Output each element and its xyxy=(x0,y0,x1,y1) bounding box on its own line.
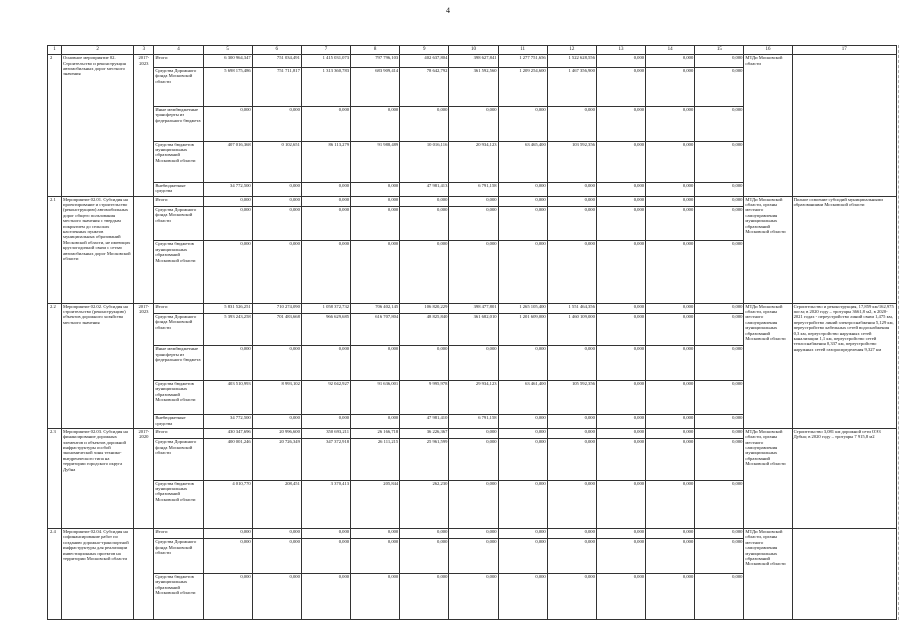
amount-cell: 0,000 xyxy=(596,380,645,415)
measure-name: Мероприятие 02.03. Субсидия на финансирование дорожных элементов и объектов дорожной инфраструктуры особой экономической зоны технико-внедренческого типа на территории городского округа Дубна xyxy=(62,428,134,528)
amount-cell: 20 996,600 xyxy=(252,428,301,438)
amount-cell: 6 791,158 xyxy=(449,182,498,196)
amount-cell: 0,000 xyxy=(203,539,252,574)
amount-cell: 0,000 xyxy=(301,415,350,429)
amount-cell: 0,000 xyxy=(498,241,547,303)
amount-cell: 797 796,103 xyxy=(351,55,400,68)
amount-cell: 205,844 xyxy=(351,480,400,528)
amount-cell: 0,000 xyxy=(695,528,744,538)
funding-source: Итого: xyxy=(154,55,203,68)
amount-cell: 0,000 xyxy=(695,313,744,345)
amount-cell: 0,000 xyxy=(400,528,449,538)
funding-source: Итого: xyxy=(154,528,203,538)
table-row xyxy=(48,55,897,68)
section-index: 2 xyxy=(48,55,62,196)
amount-cell: 20 726,349 xyxy=(252,439,301,480)
amount-cell: 0,000 xyxy=(547,182,596,196)
amount-cell: 0,000 xyxy=(646,528,695,538)
amount-cell: 0,000 xyxy=(596,439,645,480)
amount-cell: 63 465,400 xyxy=(498,141,547,182)
column-number-header: 3 xyxy=(134,46,154,55)
amount-cell: 9 995,978 xyxy=(400,380,449,415)
amount-cell: 0,000 xyxy=(301,106,350,141)
column-number-header: 7 xyxy=(301,46,350,55)
responsible-executor: МТДи Московской области xyxy=(744,55,792,196)
amount-cell: 0,000 xyxy=(351,206,400,241)
amount-cell: 966 629,685 xyxy=(301,313,350,345)
amount-cell: 0,000 xyxy=(252,346,301,381)
amount-cell: 0,000 xyxy=(596,241,645,303)
funding-source: Итого: xyxy=(154,428,203,438)
funding-source: Средства Дорожного фонда Московской области xyxy=(154,439,203,480)
amount-cell: 0,000 xyxy=(498,539,547,574)
amount-cell: 0,000 xyxy=(547,528,596,538)
amount-cell: 0,000 xyxy=(351,182,400,196)
amount-cell: 6 791,158 xyxy=(449,415,498,429)
amount-cell: 402 637,804 xyxy=(400,55,449,68)
period xyxy=(134,528,154,619)
amount-cell: 0,000 xyxy=(646,415,695,429)
amount-cell: 0,000 xyxy=(695,439,744,480)
amount-cell: 0,000 xyxy=(547,346,596,381)
amount-cell: 0,000 xyxy=(596,573,645,619)
amount-cell: 0,000 xyxy=(449,206,498,241)
amount-cell: 400 001,246 xyxy=(203,439,252,480)
amount-cell: 0,000 xyxy=(400,241,449,303)
amount-cell: 0,000 xyxy=(646,206,695,241)
amount-cell: 0,000 xyxy=(596,141,645,182)
funding-source: Средства Дорожного фонда Московской области xyxy=(154,67,203,106)
amount-cell: 0,000 xyxy=(351,539,400,574)
amount-cell: 0,000 xyxy=(695,67,744,106)
measure-name: Мероприятие 02.04. Субсидия на софинансирование работ по созданию дорожно-транспортной инфраструктуры для реализации инвестиционных проектов на территории Московской области xyxy=(62,528,134,619)
amount-cell: 0,000 xyxy=(695,196,744,206)
amount-cell: 0,000 xyxy=(203,346,252,381)
funding-source: Итого: xyxy=(154,303,203,313)
table-row xyxy=(48,303,897,313)
amount-cell: 0,000 xyxy=(547,539,596,574)
amount-cell: 0,000 xyxy=(301,346,350,381)
amount-cell: 1 265 105,400 xyxy=(498,303,547,313)
amount-cell: 430 347,696 xyxy=(203,428,252,438)
amount-cell: 20 934,123 xyxy=(449,141,498,182)
column-number-header: 11 xyxy=(498,46,547,55)
measure-name: Основное мероприятие 02. Строительство и реконструкция автомобильных дорог местного значения xyxy=(62,55,134,196)
amount-cell: 0,000 xyxy=(596,415,645,429)
amount-cell: 92 042,927 xyxy=(301,380,350,415)
amount-cell: 0,000 xyxy=(646,573,695,619)
expected-result: Строительство 3,081 км дорожной сети ОЭЗ Дубна; в 2020 году – тротуары 7 915,8 м2 xyxy=(792,428,896,528)
column-number-header: 12 xyxy=(547,46,596,55)
column-number-header: 2 xyxy=(62,46,134,55)
amount-cell: 262,230 xyxy=(400,480,449,528)
amount-cell: 0,000 xyxy=(449,196,498,206)
amount-cell: 0,000 xyxy=(547,428,596,438)
amount-cell: 0,000 xyxy=(596,206,645,241)
column-number-header: 8 xyxy=(351,46,400,55)
responsible-executor: МТДи Московской области, органы местного самоуправления муниципальных образований Московской области xyxy=(744,196,792,303)
amount-cell: 0,000 xyxy=(646,67,695,106)
amount-cell: 0,000 xyxy=(498,196,547,206)
amount-cell: 0,000 xyxy=(646,106,695,141)
responsible-executor: МТДи Московской области, органы местного самоуправления муниципальных образований Московской области xyxy=(744,528,792,619)
funding-source: Иные межбюджетные трансферты из федерального бюджета xyxy=(154,346,203,381)
amount-cell: 0,000 xyxy=(596,528,645,538)
column-number-header: 9 xyxy=(400,46,449,55)
funding-source: Внебюджетные средства xyxy=(154,415,203,429)
amount-cell: 0,000 xyxy=(695,539,744,574)
amount-cell: 0,000 xyxy=(596,480,645,528)
amount-cell: 710 274,090 xyxy=(252,303,301,313)
amount-cell: 0,000 xyxy=(449,428,498,438)
amount-cell: 0,000 xyxy=(646,480,695,528)
amount-cell: 36 226,367 xyxy=(400,428,449,438)
amount-cell: 0,000 xyxy=(498,182,547,196)
amount-cell: 208,451 xyxy=(252,480,301,528)
amount-cell: 0,000 xyxy=(252,573,301,619)
amount-cell: 403 510,993 xyxy=(203,380,252,415)
amount-cell: 0,000 xyxy=(400,539,449,574)
amount-cell: 361 682,010 xyxy=(449,313,498,345)
funding-source: Средства бюджетов муниципальных образований Московской области xyxy=(154,573,203,619)
amount-cell: 0,000 xyxy=(351,106,400,141)
column-number-header: 14 xyxy=(646,46,695,55)
amount-cell: 0,000 xyxy=(547,439,596,480)
funding-source: Иные межбюджетные трансферты из федерального бюджета xyxy=(154,106,203,141)
column-number-header: 13 xyxy=(596,46,645,55)
amount-cell: 701 483,668 xyxy=(252,313,301,345)
funding-source: Средства бюджетов муниципальных образований Московской области xyxy=(154,480,203,528)
amount-cell: 29 934,123 xyxy=(449,380,498,415)
amount-cell: 48 825,840 xyxy=(400,313,449,345)
amount-cell: 8 993,102 xyxy=(252,380,301,415)
amount-cell: 0,000 xyxy=(252,528,301,538)
amount-cell: 0,000 xyxy=(203,196,252,206)
amount-cell: 0,000 xyxy=(596,196,645,206)
column-number-header: 1 xyxy=(48,46,62,55)
amount-cell: 1 467 356,900 xyxy=(547,67,596,106)
section-index: 2.1 xyxy=(48,196,62,303)
amount-cell: 91 636,001 xyxy=(351,380,400,415)
amount-cell: 0,000 xyxy=(301,196,350,206)
amount-cell: 0,000 xyxy=(400,346,449,381)
amount-cell: 1 313 360,783 xyxy=(301,67,350,106)
amount-cell: 0,000 xyxy=(498,415,547,429)
amount-cell: 63 461,400 xyxy=(498,380,547,415)
amount-cell: 683 909,414 xyxy=(351,67,400,106)
period: 2017-2020 xyxy=(134,428,154,528)
amount-cell: 103 592,356 xyxy=(547,141,596,182)
amount-cell: 0,000 xyxy=(252,539,301,574)
amount-cell: 86 113,279 xyxy=(301,141,350,182)
funding-source: Итого: xyxy=(154,196,203,206)
amount-cell: 0,000 xyxy=(547,480,596,528)
amount-cell: 0,000 xyxy=(449,106,498,141)
amount-cell: 34 772,500 xyxy=(203,182,252,196)
amount-cell: 105 592,356 xyxy=(547,380,596,415)
section-index: 2.3 xyxy=(48,428,62,528)
amount-cell: 0,000 xyxy=(596,313,645,345)
amount-cell: 0,000 xyxy=(547,206,596,241)
column-number-header: 16 xyxy=(744,46,792,55)
amount-cell: 0,000 xyxy=(498,428,547,438)
amount-cell: 0,000 xyxy=(498,480,547,528)
amount-cell: 5 831 526,251 xyxy=(203,303,252,313)
amount-cell: 0,000 xyxy=(695,241,744,303)
amount-cell: 1 522 628,556 xyxy=(547,55,596,68)
funding-source: Средства бюджетов муниципальных образований Московской области xyxy=(154,241,203,303)
expected-result: Строительство и реконструкция, 17,859 км/162,975 пог.м; в 2020 году – тротуары 3661,8 м2, в 2020-2021 годах - переустройство линий связи 1,475 км, переустройство линий электроснабжения 5,129 км, переустройство кабельных сетей водоснабжения 0,3 км, переустройство наружных сетей канализации 1,1 км, переустройство сетей теплоснабжения 0,337 км, переустройство наружных сетей газораспределения 9,327 км xyxy=(792,303,896,428)
amount-cell: 0,000 xyxy=(252,241,301,303)
amount-cell: 0,000 xyxy=(449,346,498,381)
amount-cell: 398 627,841 xyxy=(449,55,498,68)
amount-cell: 0,000 xyxy=(498,106,547,141)
expected-result xyxy=(792,55,896,196)
funding-source: Средства Дорожного фонда Московской области xyxy=(154,539,203,574)
amount-cell: 0,000 xyxy=(449,480,498,528)
column-numbers-row xyxy=(48,46,897,55)
column-number-header: 6 xyxy=(252,46,301,55)
amount-cell: 0,000 xyxy=(252,196,301,206)
amount-cell: 6 300 964,347 xyxy=(203,55,252,68)
amount-cell: 0,000 xyxy=(400,573,449,619)
amount-cell: 0,000 xyxy=(646,182,695,196)
funding-source: Средства бюджетов муниципальных образований Московской области xyxy=(154,141,203,182)
amount-cell: 0,000 xyxy=(498,573,547,619)
amount-cell: 0,000 xyxy=(301,573,350,619)
amount-cell: 751 034,491 xyxy=(252,55,301,68)
amount-cell: 0,000 xyxy=(203,106,252,141)
amount-cell: 0,000 xyxy=(498,439,547,480)
amount-cell: 0,000 xyxy=(301,241,350,303)
amount-cell: 616 707,804 xyxy=(351,313,400,345)
amount-cell: 1 201 609,000 xyxy=(498,313,547,345)
amount-cell: 0,000 xyxy=(596,428,645,438)
amount-cell: 0,000 xyxy=(400,206,449,241)
amount-cell: 0,000 xyxy=(400,106,449,141)
amount-cell: 361 592,560 xyxy=(449,67,498,106)
expected-result: Полное освоение субсидий муниципальными образованиями Московской области xyxy=(792,196,896,303)
amount-cell: 0,000 xyxy=(498,206,547,241)
amount-cell: 0,000 xyxy=(301,539,350,574)
amount-cell: 1 277 751,656 xyxy=(498,55,547,68)
amount-cell: 0,000 xyxy=(400,196,449,206)
amount-cell: 0,000 xyxy=(695,303,744,313)
amount-cell: 0,000 xyxy=(301,206,350,241)
amount-cell: 0,000 xyxy=(351,241,400,303)
amount-cell: 1 058 372,732 xyxy=(301,303,350,313)
amount-cell: 0,000 xyxy=(252,415,301,429)
amount-cell: 0,000 xyxy=(203,528,252,538)
amount-cell: 0,000 xyxy=(449,439,498,480)
amount-cell: 0,000 xyxy=(646,313,695,345)
amount-cell: 0,000 xyxy=(695,182,744,196)
amount-cell: 0,000 xyxy=(498,528,547,538)
amount-cell: 751 711,817 xyxy=(252,67,301,106)
amount-cell: 1 415 031,073 xyxy=(301,55,350,68)
amount-cell: 0,000 xyxy=(646,241,695,303)
amount-cell: 3 370,413 xyxy=(301,480,350,528)
amount-cell: 0,000 xyxy=(646,539,695,574)
amount-cell: 0,000 xyxy=(596,182,645,196)
amount-cell: 5 698 175,486 xyxy=(203,67,252,106)
amount-cell: 47 981,410 xyxy=(400,415,449,429)
amount-cell: 26 166,718 xyxy=(351,428,400,438)
amount-cell: 34 772,500 xyxy=(203,415,252,429)
section-index: 2.4 xyxy=(48,528,62,619)
amount-cell: 0 102,651 xyxy=(252,141,301,182)
funding-source: Внебюджетные средства xyxy=(154,182,203,196)
amount-cell: 407 016,368 xyxy=(203,141,252,182)
amount-cell: 0,000 xyxy=(547,106,596,141)
page-number: 4 xyxy=(446,6,450,15)
amount-cell: 4 010,770 xyxy=(203,480,252,528)
amount-cell: 0,000 xyxy=(449,528,498,538)
program-table xyxy=(47,45,897,620)
amount-cell: 0,000 xyxy=(646,55,695,68)
period xyxy=(134,196,154,303)
amount-cell: 0,000 xyxy=(646,196,695,206)
amount-cell: 0,000 xyxy=(351,573,400,619)
amount-cell: 1 551 464,356 xyxy=(547,303,596,313)
column-number-header: 5 xyxy=(203,46,252,55)
amount-cell: 0,000 xyxy=(695,141,744,182)
amount-cell: 0,000 xyxy=(351,528,400,538)
amount-cell: 0,000 xyxy=(547,241,596,303)
amount-cell: 0,000 xyxy=(596,346,645,381)
amount-cell: 0,000 xyxy=(252,106,301,141)
amount-cell: 0,000 xyxy=(547,196,596,206)
responsible-executor: МТДи Московской области, органы местного самоуправления муниципальных образований Московской области xyxy=(744,303,792,428)
table-row xyxy=(48,428,897,438)
amount-cell: 0,000 xyxy=(695,480,744,528)
amount-cell: 91 988,489 xyxy=(351,141,400,182)
amount-cell: 1 460 109,000 xyxy=(547,313,596,345)
amount-cell: 0,000 xyxy=(695,428,744,438)
period: 2017-2023 xyxy=(134,55,154,196)
amount-cell: 5 393 243,258 xyxy=(203,313,252,345)
amount-cell: 0,000 xyxy=(646,346,695,381)
amount-cell: 0,000 xyxy=(547,573,596,619)
amount-cell: 0,000 xyxy=(498,346,547,381)
column-number-header: 10 xyxy=(449,46,498,55)
amount-cell: 0,000 xyxy=(596,55,645,68)
amount-cell: 0,000 xyxy=(596,106,645,141)
amount-cell: 0,000 xyxy=(596,303,645,313)
amount-cell: 0,000 xyxy=(203,573,252,619)
amount-cell: 0,000 xyxy=(351,415,400,429)
expected-result xyxy=(792,528,896,619)
amount-cell: 0,000 xyxy=(596,539,645,574)
period: 2017-2023 xyxy=(134,303,154,428)
funding-source: Средства Дорожного фонда Московской области xyxy=(154,206,203,241)
amount-cell: 0,000 xyxy=(351,346,400,381)
amount-cell: 0,000 xyxy=(449,573,498,619)
amount-cell: 0,000 xyxy=(695,206,744,241)
amount-cell: 0,000 xyxy=(301,182,350,196)
funding-source: Средства бюджетов муниципальных образований Московской области xyxy=(154,380,203,415)
amount-cell: 0,000 xyxy=(646,141,695,182)
measure-name: Мероприятие 02.01. Субсидия на проектирование и строительство (реконструкцию) автомобильных дорог общего пользования местного значения с твердым покрытием до сельских населенных пунктов муниципальных образований Московской области, не имеющих круглогодичной связи с сетью автомобильных дорог Московской области xyxy=(62,196,134,303)
column-number-header: 4 xyxy=(154,46,203,55)
amount-cell: 47 981,413 xyxy=(400,182,449,196)
responsible-executor: МТДи Московской области, органы местного самоуправления муниципальных образований Московской области xyxy=(744,428,792,528)
amount-cell: 0,000 xyxy=(596,67,645,106)
amount-cell: 0,000 xyxy=(695,106,744,141)
amount-cell: 706 402,145 xyxy=(351,303,400,313)
amount-cell: 0,000 xyxy=(301,528,350,538)
section-index: 2.2 xyxy=(48,303,62,428)
amount-cell: 398 477,801 xyxy=(449,303,498,313)
amount-cell: 0,000 xyxy=(646,380,695,415)
amount-cell: 0,000 xyxy=(449,539,498,574)
funding-source: Средства Дорожного фонда Московской области xyxy=(154,313,203,345)
amount-cell: 0,000 xyxy=(695,380,744,415)
amount-cell: 0,000 xyxy=(695,346,744,381)
table-row xyxy=(48,528,897,538)
amount-cell: 0,000 xyxy=(695,415,744,429)
amount-cell: 0,000 xyxy=(646,439,695,480)
amount-cell: 0,000 xyxy=(695,55,744,68)
margin-cut-line xyxy=(898,45,902,620)
amount-cell: 0,000 xyxy=(646,428,695,438)
amount-cell: 26 111,215 xyxy=(351,439,400,480)
amount-cell: 25 961,599 xyxy=(400,439,449,480)
amount-cell: 0,000 xyxy=(203,206,252,241)
amount-cell: 347 372,918 xyxy=(301,439,350,480)
measure-name: Мероприятие 02.02. Субсидия на строительство (реконструкцию) объектов дорожного хозяйства местного значения xyxy=(62,303,134,428)
amount-cell: 0,000 xyxy=(252,206,301,241)
amount-cell: 0,000 xyxy=(203,241,252,303)
amount-cell: 106 820,229 xyxy=(400,303,449,313)
amount-cell: 0,000 xyxy=(351,196,400,206)
amount-cell: 0,000 xyxy=(547,415,596,429)
amount-cell: 0,000 xyxy=(252,182,301,196)
table-row xyxy=(48,196,897,206)
column-number-header: 17 xyxy=(792,46,896,55)
column-number-header: 15 xyxy=(695,46,744,55)
amount-cell: 78 642,792 xyxy=(400,67,449,106)
amount-cell: 1 209 254,600 xyxy=(498,67,547,106)
amount-cell: 10 016,116 xyxy=(400,141,449,182)
amount-cell: 0,000 xyxy=(695,573,744,619)
amount-cell: 0,000 xyxy=(449,241,498,303)
amount-cell: 350 693,211 xyxy=(301,428,350,438)
amount-cell: 0,000 xyxy=(646,303,695,313)
